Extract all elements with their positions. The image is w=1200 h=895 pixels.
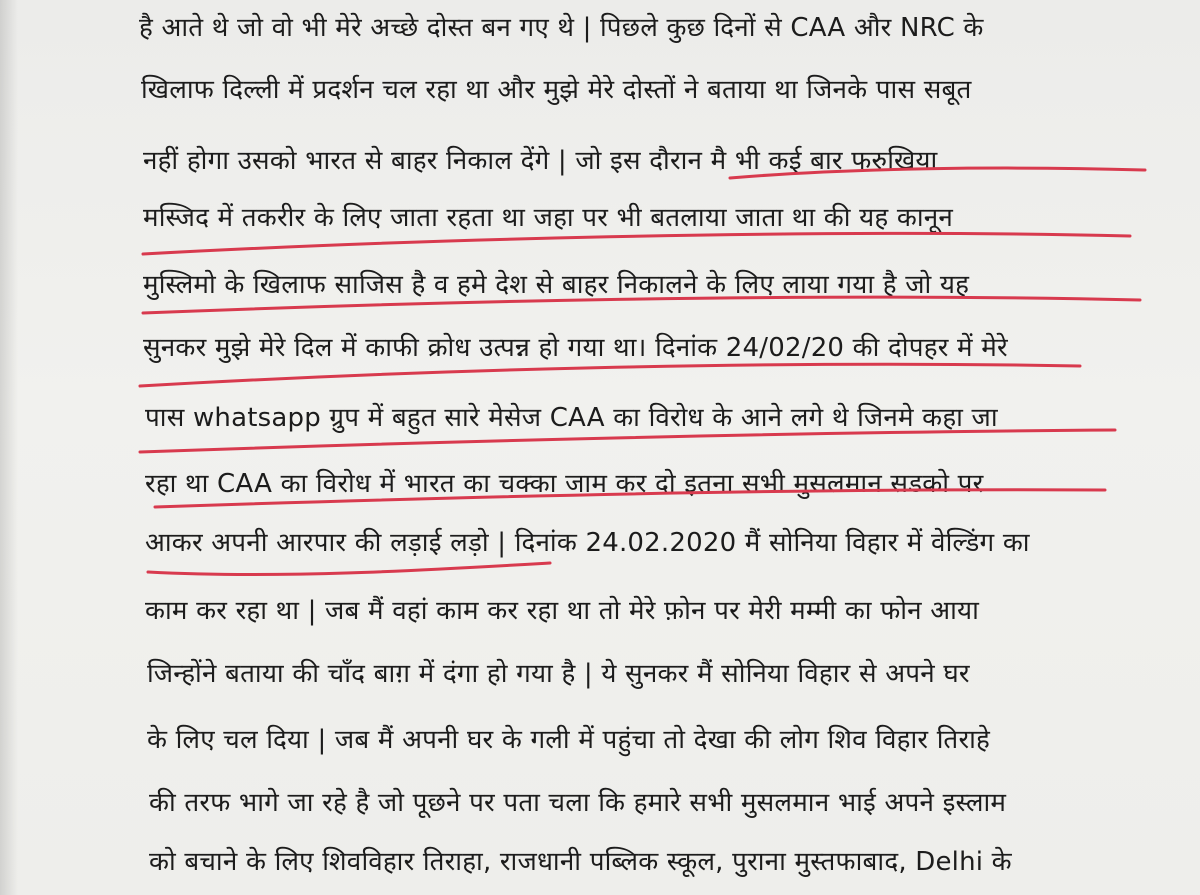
document-body bbox=[139, 0, 1139, 895]
text-line-13: की तरफ भागे जा रहे है जो पूछने पर पता चला कि हमारे सभी मुसलमान भाई अपने इस्लाम bbox=[149, 788, 1007, 818]
text-line-2: खिलाफ दिल्ली में प्रदर्शन चल रहा था और मुझे मेरे दोस्तों ने बताया था जिनके पास सबूत bbox=[141, 75, 972, 105]
text-line-4: मस्जिद में तकरीर के लिए जाता रहता था जहा पर भी बतलाया जाता था की यह कानून bbox=[143, 203, 954, 233]
text-line-3: नहीं होगा उसको भारत से बाहर निकाल देंगे | जो इस दौरान मै भी कई बार फरुखिया bbox=[143, 146, 938, 176]
text-line-6: सुनकर मुझे मेरे दिल में काफी क्रोध उत्पन्न हो गया था। दिनांक 24/02/20 की दोपहर में मेरे bbox=[143, 333, 1008, 363]
text-line-1: है आते थे जो वो भी मेरे अच्छे दोस्त बन गए थे | पिछले कुछ दिनों से CAA और NRC के bbox=[139, 13, 984, 43]
text-line-9: आकर अपनी आरपार की लड़ाई लड़ो | दिनांक 24.02.2020 मैं सोनिया विहार में वेल्डिंग का bbox=[145, 528, 1030, 558]
text-line-12: के लिए चल दिया | जब मैं अपनी घर के गली में पहुंचा तो देखा की लोग शिव विहार तिराहे bbox=[147, 725, 991, 755]
text-line-10: काम कर रहा था | जब मैं वहां काम कर रहा था तो मेरे फ़ोन पर मेरी मम्मी का फोन आया bbox=[145, 596, 980, 626]
text-line-11: जिन्होंने बताया की चाँद बाग़ में दंगा हो गया है | ये सुनकर मैं सोनिया विहार से अपने घर bbox=[147, 659, 970, 689]
page-edge-shadow bbox=[0, 0, 18, 895]
text-line-14: को बचाने के लिए शिवविहार तिराहा, राजधानी पब्लिक स्कूल, पुराना मुस्तफाबाद, Delhi के bbox=[149, 847, 1012, 877]
text-line-7: पास whatsapp ग्रुप में बहुत सारे मेसेज CAA का विरोध के आने लगे थे जिनमे कहा जा bbox=[145, 403, 998, 433]
text-line-8: रहा था CAA का विरोध में भारत का चक्का जाम कर दो इतना सभी मुसलमान सडको पर bbox=[145, 469, 984, 499]
text-line-5: मुस्लिमो के खिलाफ साजिस है व हमे देश से बाहर निकालने के लिए लाया गया है जो यह bbox=[143, 270, 970, 300]
